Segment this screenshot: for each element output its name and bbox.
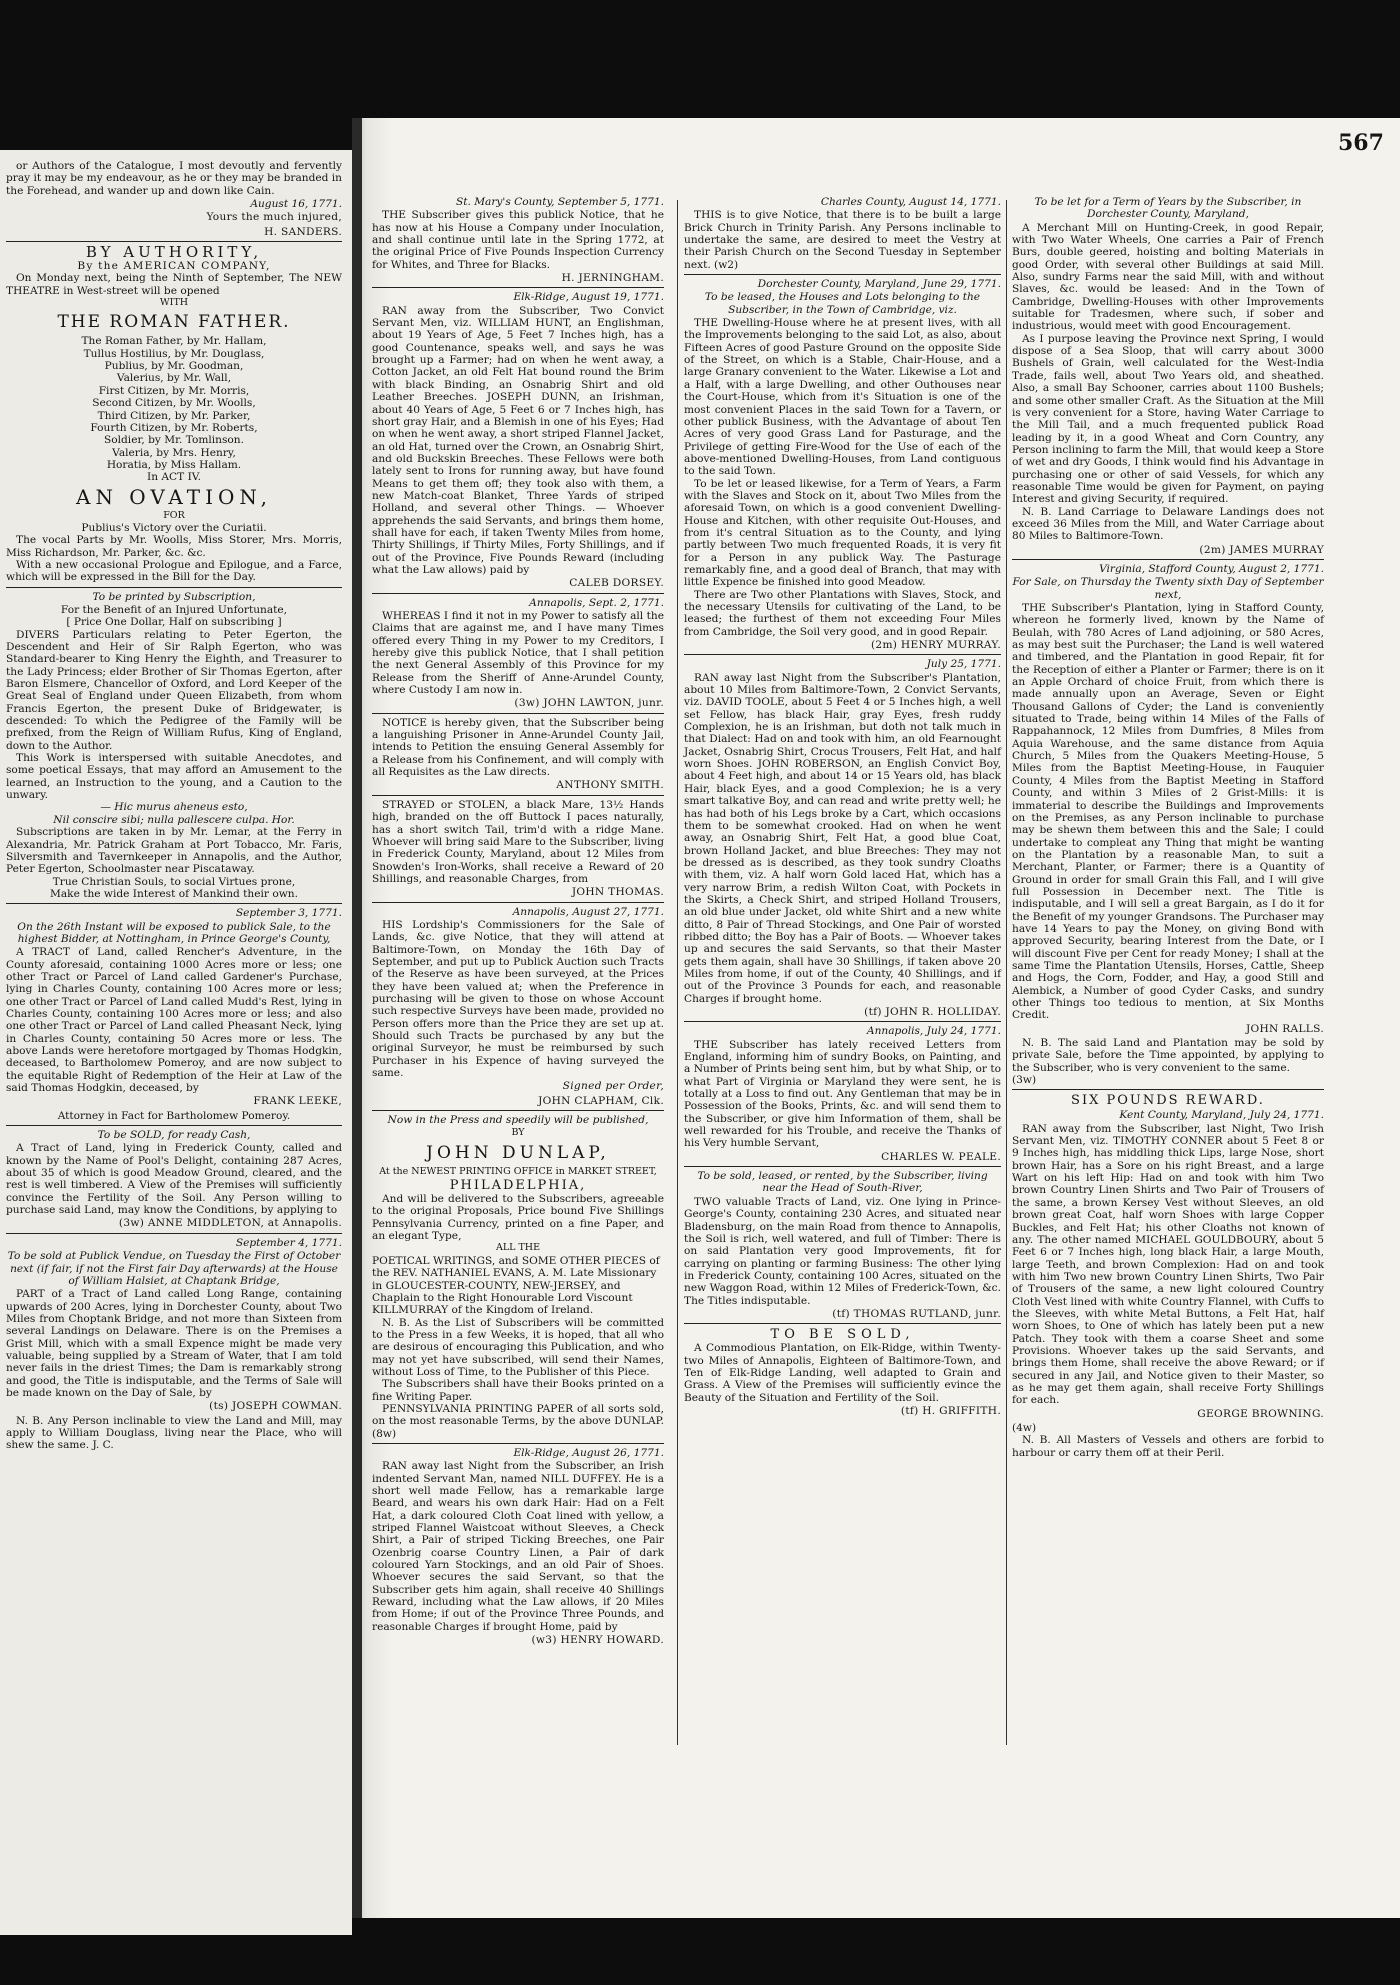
printing-office: At the NEWEST PRINTING OFFICE in MARKET STREET,	[379, 1165, 657, 1177]
rule	[684, 1021, 1001, 1022]
rencher-tract-notice: A TRACT of Land, called Rencher's Adventure, in the County aforesaid, containing 1000 Acres more or less; one other Tract or Parcel of Land called Gardener's Purchase, lying in Charles County, containing 100 Acres more or less; one other Tract or Parcel of Land called Mudd's Rest, lying in Charles County, containing 100 Acres more or less; and also one other Tract or Parcel of Land called Pheasant Neck, lying in Charles County, containing 50 Acres more or less. The above Lands were heretofore mortgaged by Thomas Hodgkin, deceased, to Bartholomew Pomeroy, and are now subject to the equitable Right of Redemption of the Heir at Law of the said Thomas Hodgkin, deceased, by	[6, 946, 342, 1095]
signature: (tf) THOMAS RUTLAND, junr.	[832, 1307, 1001, 1320]
cast-line: The Roman Father, by Mr. Hallam,	[81, 335, 267, 348]
plantations-notice: There are Two other Plantations with Slaves, Stock, and the necessary Utensils for cultivating of the Land, to be leased; the furthest of them not exceeding Four Miles from Cambridge, the Soil very good, and in good Repair.	[684, 588, 1001, 638]
mill-heading: To be let for a Term of Years by the Subscriber, in Dorchester County, Maryland,	[1034, 196, 1302, 221]
subscription-price: [ Price One Dollar, Half on subscribing ]	[66, 616, 282, 629]
sea-sloop-notice: As I purpose leaving the Province next Spring, I would dispose of a Sea Sloop, that will carry about 3000 Bushels of Grain, well calculated for the West-India Trade, fails well, about Two Years old, and sheathed. Also, a small Bay Schooner, carries about 1100 Bushels; and some other smaller Craft. As the Situation at the Mill is very convenient for a Store, having Water Carriage to the Mill Tail, and a much frequented publick Road leading by it, in a good Wheat and Corn Country, any Person inclining to farm the Mill, that would keep a Store of wet and dry Goods, I think would find his Advantage in purchasing one or other of said Vessels, for which any reasonable Time would be given for Payment, on paying Interest and giving Security, if required.	[1012, 332, 1324, 506]
egerton-particulars: DIVERS Particulars relating to Peter Egerton, the Descendent and Heir of Sir Ralph Egerton, who was Standard-bearer to King Henry the Eighth, and Treasurer to the Lady Princess; elder Brother of Sir Thomas Egerton, after Baron Elsmere, Chancellor of Oxford, and Lord Keeper of the Great Seal of England under Queen Elizabeth, from whom Francis Egerton, the present Duke of Bridgewater, is descended: To which the Pedigree of the Family will be prefixed, from the Reign of William Rufus, King of England, down to the Author.	[6, 628, 342, 752]
philadelphia: PHILADELPHIA,	[449, 1178, 587, 1194]
subscription-benefit: For the Benefit of an Injured Unfortunate,	[60, 603, 288, 616]
work-description: This Work is interspersed with suitable Anecdotes, and some poetical Essays, that may afford an Amusement to the learned, an Instruction to the young, and a Caution to the unwary.	[6, 752, 342, 802]
dateline: July 25, 1771.	[926, 658, 1001, 671]
signature: JOHN THOMAS.	[571, 886, 664, 899]
signature: (3w) JOHN LAWTON, junr.	[514, 697, 664, 710]
rule	[372, 902, 664, 903]
signature: Yours the much injured,	[206, 211, 342, 224]
church-notice: THIS is to give Notice, that there is to be built a large Brick Church in Trinity Parish. Any Persons inclinable to undertake the same, are desired to meet the Vestry at their Parish Church on the Second Tuesday in September next. (w2)	[684, 209, 1001, 271]
for-label: FOR	[163, 509, 185, 521]
rule	[684, 1166, 1001, 1167]
stray-mare-notice: STRAYED or STOLEN, a black Mare, 13½ Hands high, branded on the off Buttock I paces naturally, has a short switch Tail, trim'd with a ridge Mane. Whoever will bring said Mare to the Subscriber, living in Frederick County, Maryland, about 12 Miles from Snowden's Iron-Works, shall receive a Reward of 20 Shillings, and reasonable Charges, from	[372, 798, 664, 885]
act-line: In ACT IV.	[147, 471, 201, 484]
two-tracts-notice: TWO valuable Tracts of Land, viz. One lying in Prince-George's County, containing 230 Acres, and situated near Bladensburg, on the main Road from thence to Annapolis, the Soil is rich, well watered, and full of Timber: There is on said Plantation very good Improvements, fit for carrying on planting or farming Business: The other lying in Frederick County, containing 100 Acres, situated on the new Waggon Road, within 12 Miles of Frederick-Town, &c. The Titles indisputable.	[684, 1195, 1001, 1307]
dateline: St. Mary's County, September 5, 1771.	[455, 196, 664, 208]
creditors-notice: WHEREAS I find it not in my Power to satisfy all the Claims that are against me, and I have many Times offered every Thing in my Power to my Creditors, I hereby give this publick Notice, that I shall petition the next General Assembly of this Province for my Release from the Sheriff of Anne-Arundel County, where Custody I am now in.	[372, 610, 664, 697]
signature: JOHN RALLS.	[1245, 1022, 1324, 1035]
elk-ridge-plantation-notice: A Commodious Plantation, on Elk-Ridge, within Twenty-two Miles of Annapolis, Eighteen of Baltimore-Town, and Ten of Elk-Ridge Landing, well adapted to Grain and Grass. A View of the Premises will sufficiently evince the Beauty of the Situation and Fertility of the Soil.	[684, 1342, 1001, 1404]
rule	[1012, 1089, 1324, 1090]
reward-heading: SIX POUNDS REWARD.	[1071, 1093, 1265, 1109]
with-label: WITH	[159, 297, 189, 309]
signature: H. JERNINGHAM.	[561, 272, 664, 285]
company-line: By the AMERICAN COMPANY,	[77, 260, 271, 273]
all-the-label: ALL THE	[495, 1242, 541, 1254]
signature: Signed per Order,	[562, 1080, 664, 1093]
signature: (w3) HENRY HOWARD.	[531, 1634, 664, 1647]
cast-line: Second Citizen, by Mr. Woolls,	[92, 397, 256, 410]
dunlap-name: JOHN DUNLAP,	[426, 1142, 610, 1163]
signature: (tf) H. GRIFFITH.	[900, 1404, 1001, 1417]
vendue-heading: To be sold at Publick Vendue, on Tuesday the First of October next (if fair, if not the First fair Day afterwards) at the House of William Halsiet, at Chaptank Bridge,	[7, 1250, 341, 1287]
verse-line: True Christian Souls, to social Virtues prone,	[52, 875, 296, 888]
rule	[6, 1125, 342, 1126]
theatre-notice: On Monday next, being the Ninth of September, The NEW THEATRE in West-street will be opened	[6, 272, 342, 297]
column-divider	[677, 200, 678, 1745]
prologue-line: With a new occasional Prologue and Epilogue, and a Farce, which will be expressed in the Bill for the Day.	[6, 558, 342, 584]
subscribers-list-note: N. B. As the List of Subscribers will be committed to the Press in a few Weeks, it is hoped, that all who are desirous of encouraging this Publication, and who may not yet have subscribed, will send their Names, without Loss of Time, to the Publisher of this Piece.	[372, 1316, 664, 1378]
subscription-heading: To be printed by Subscription,	[92, 590, 256, 603]
signature: (2m) HENRY MURRAY.	[870, 639, 1001, 652]
prisoner-notice: NOTICE is hereby given, that the Subscriber being a languishing Prisoner in Anne-Arundel County Jail, intends to Petition the ensuing General Assembly for a Release from his Confinement, and will comply with all Requisites as the Law directs.	[372, 716, 664, 779]
by-label: BY	[511, 1127, 525, 1139]
rule	[372, 713, 664, 714]
pools-delight-notice: A Tract of Land, lying in Frederick County, called and known by the Name of Pool's Delight, containing 287 Acres, about 35 of which is good Meadow Ground, cleared, and the rest is well timbered. A View of the Premises will sufficiently convince the Fertility of the Soil. Any Person willing to purchase said Land, may know the Conditions, by applying to	[6, 1142, 342, 1217]
dateline: Annapolis, Sept. 2, 1771.	[529, 596, 664, 609]
signature: H. SANDERS.	[264, 225, 342, 238]
dateline: Elk-Ridge, August 19, 1771.	[513, 291, 664, 304]
rule	[684, 1323, 1001, 1324]
long-range-notice: PART of a Tract of Land called Long Range, containing upwards of 200 Acres, lying in Dorchester County, about Two Miles from Choptank Bridge, and not more than Sixteen from several Landings on Delaware. There is on the Premises a Grist Mill, which with a small Expence might be made very valuable, being supplied by a Stream of Water, that I am told never fails in the driest Times; the Dam is remarkably strong and good, the Title is indisputable, and the Terms of Sale will be made known on the Day of Sale, by	[6, 1288, 342, 1399]
dateline: September 3, 1771.	[235, 907, 342, 920]
rule	[372, 287, 664, 288]
land-carriage-note: N. B. Land Carriage to Delaware Landings does not exceed 36 Miles from the Mill, and Water Carriage about 80 Miles to Baltimore-Town.	[1012, 505, 1324, 543]
vocal-parts: The vocal Parts by Mr. Woolls, Miss Storer, Mrs. Morris, Miss Richardson, Mr. Parker, &c. &c.	[6, 534, 342, 559]
dwelling-house-notice: THE Dwelling-House where he at present lives, with all the Improvements belonging to the said Lot, as also, about Fifteen Acres of good Pasture Ground on the opposite Side of the Street, on which is a Stable, Chair-House, and a large Granary convenient to the Water. Likewise a Lot and a Half, with a large Dwelling, and other Outhouses near the Court-House, which from it's Situation is one of the most convenient Places in the said Town for a Tavern, or other publick Business, with the Advantage of about Ten Acres of very good Grass Land for Pasturage, and the Privilege of getting Fire-Wood for the Use of each of the above-mentioned Dwelling-Houses, from Land contiguous to the said Town.	[684, 317, 1001, 478]
dateline: Dorchester County, Maryland, June 29, 1771.	[757, 278, 1001, 291]
column-3	[1012, 195, 1324, 1459]
signature: (tf) JOHN R. HOLLIDAY.	[864, 1006, 1001, 1018]
sold-heading: To be SOLD, for ready Cash,	[97, 1129, 251, 1142]
dateline: Kent County, Maryland, July 24, 1771.	[1119, 1109, 1324, 1122]
cast-line: Valeria, by Mrs. Henry,	[112, 446, 236, 459]
farm-notice: To be let or leased likewise, for a Term of Years, a Farm with the Slaves and Stock on it, about Two Miles from the aforesaid Town, on which is a good convenient Dwelling-House and Kitchen, with other requisite Out-Houses, and from it's central Situation as to the County, and lying partly between Two much frequented Roads, it is very fit for a Person in any publick Way. The Pasturage remarkably fine, and a good deal of Branch, that may with little Expence be finished into good Meadow.	[684, 477, 1001, 589]
latin-verse: Nil conscire sibi; nulla pallescere culpa. Hor.	[53, 813, 295, 826]
catalogue-text: or Authors of the Catalogue, I most devoutly and fervently pray it may be my endeavour, as he or they may be branded in the Forehead, and wander up and down like Cain.	[6, 160, 342, 197]
beulah-plantation-notice: THE Subscriber's Plantation, lying in Stafford County, whereon he formerly lived, known by the Name of Beulah, with 780 Acres of Land adjoining, or 580 Acres, as may best suit the Purchaser; the Land is well watered and timbered, and the Plantation in good Repair, fit for the Reception of either a Planter or Farmer; there is on it an Apple Orchard of choice Fruit, from which there is made annually upon an Average, Seven or Eight Thousand Gallons of Cyder; the Land is conveniently situated to Trade, being within 14 Miles of the Falls of Rappahannock, 12 Miles from Dumfries, 8 Miles from Aquia Warehouse, and the same distance from Aquia Church, 5 Miles from the Quakers Meeting-House, 5 Miles from the Baptist Meeting-House, in Fauquier County, 4 Miles from the Baptist Meeting in Stafford County, and within 3 Miles of 2 Grist-Mills: it is immaterial to describe the Buildings and Improvements on the Premises, as any Person inclinable to purchase may be shewn them between this and the Sale; I could undertake to compleat any Thing that might be wanting on the Plantation by a reasonable Man, to suit a Merchant, Planter, or Farmer; there is a Quantity of Ground in order for small Grain this Fall, and I will give full Possession in December next. The Title is indisputable, and I will sell a great Bargain, as I do it for the Benefit of my younger Grandsons. The Purchaser may have 14 Years to pay the Money, on giving Bond with approved Security, bearing Interest from the Date, or I will discount Five per Cent for ready Money; I shall at the same Time the Plantation Utensils, Horses, Cattle, Sheep and Hogs, the Corn, Fodder, and Hay, a good Still and Alembick, a Number of good Cyder Casks, and sundry other Things too tedious to mention, at Six Months Credit.	[1012, 602, 1324, 1022]
attorney-line: Attorney in Fact for Bartholomew Pomeroy.	[57, 1109, 291, 1122]
column-1	[372, 195, 664, 1648]
delivery-terms: And will be delivered to the Subscribers, agreeable to the original Proposals, Price bound Five Shillings Pennsylvania Currency, printed on a fine Paper, and an elegant Type,	[372, 1193, 664, 1243]
dateline: September 4, 1771.	[235, 1236, 342, 1249]
play-title: THE ROMAN FATHER.	[57, 312, 291, 333]
insertion-code: (4w)	[1012, 1422, 1037, 1434]
to-be-sold-heading: TO BE SOLD,	[770, 1327, 915, 1343]
rule	[372, 795, 664, 796]
writing-paper-note: The Subscribers shall have their Books printed on a fine Writing Paper.	[372, 1378, 664, 1403]
rule	[372, 593, 664, 594]
rule	[6, 903, 342, 904]
cast-line: Valerius, by Mr. Wall,	[116, 372, 232, 385]
signature: CALEB DORSEY.	[569, 577, 664, 590]
signature: JOHN CLAPHAM, Clk.	[538, 1094, 664, 1107]
sale-heading: For Sale, on Thursday the Twenty sixth Day of September next,	[1012, 576, 1324, 601]
peale-books-notice: THE Subscriber has lately received Letters from England, informing him of sundry Books, on Painting, and a Number of Prints being sent him, but by what Ship, or to what Part of Virginia or Maryland they were sent, he is totally at a Loss to find out. Any Gentleman that may be in Possession of the Books, Prints, &c. and will send them to the Subscriber, or give him Information of them, shall be well rewarded for his Trouble, and receive the Thanks of his Very humble Servant,	[684, 1038, 1001, 1150]
nota-bene: N. B. Any Person inclinable to view the Land and Mill, may apply to William Douglass, living near the Place, who will shew the same. J. C.	[6, 1414, 342, 1452]
masters-warning: N. B. All Masters of Vessels and others are forbid to harbour or carry them off at their Peril.	[1012, 1434, 1324, 1459]
left-page-column	[6, 160, 342, 1452]
rule	[6, 241, 342, 242]
signature: (2m) JAMES MURRAY	[1199, 543, 1324, 556]
cast-line: Tullus Hostilius, by Mr. Douglass,	[83, 347, 265, 360]
dateline: Charles County, August 14, 1771.	[820, 196, 1001, 208]
cast-line: First Citizen, by Mr. Morris,	[98, 384, 250, 397]
cast-line: Third Citizen, by Mr. Parker,	[97, 409, 251, 422]
rule	[684, 654, 1001, 655]
conner-runaway-notice: RAN away from the Subscriber, last Night, Two Irish Servant Men, viz. TIMOTHY CONNER about 5 Feet 8 or 9 Inches high, has middling thick Lips, large Nose, short brown Hair, has a Sore on his right Breast, and a large Wart on his left Hip: Had on and took with him Two brown Country Linen Shirts and Two Pair of Trousers of the same, a brown Kersey Vest without Sleeves, an old brown great Coat, half worn Shoes with large Copper Buckles, and Felt Hat; his other Cloaths not known of any. The other named MICHAEL GOULDBOURY, about 5 Feet 6 or 7 Inches high, long black Hair, a large Mouth, large Teeth, and brown Complexion: Had on and took with him Two new brown Country Linen Shirts, Two Pair of Trousers of the same, a new light coloured Country Cloth Vest lined with white Country Flannel, with Cuffs to the Sleeves, with white Metal Buttons, a Felt Hat, half worn Shoes, to One of which has lately been put a new Patch. They took with them a coarse Sheet and some Provisions. Whoever takes up the said Servants, and brings them Home, shall receive the above Reward; or if secured in any Jail, and Notice given to their Master, so as he may get them again, shall receive Forty Shillings for each.	[1012, 1122, 1324, 1407]
signature: ANTHONY SMITH.	[556, 779, 664, 792]
page-gutter	[352, 118, 362, 1918]
signature: GEORGE BROWNING.	[1197, 1407, 1324, 1420]
verse-line: Make the wide Interest of Mankind their own.	[50, 887, 298, 900]
evans-writings: POETICAL WRITINGS, and SOME OTHER PIECES of the REV. NATHANIEL EVANS, A. M. Late Missionary in GLOUCESTER-COUNTY, NEW-JERSEY, and Chaplain to the Right Honourable Lord Viscount KILLMURRAY of the Kingdom of Ireland.	[372, 1254, 660, 1317]
runaway-notice: RAN away from the Subscriber, Two Convict Servant Men, viz. WILLIAM HUNT, an Englishman, about 19 Years of Age, 5 Feet 7 Inches high, has a good Countenance, speaks well, and says he was brought up a Farmer; had on when he went away, a Cotton Jacket, an old Felt Hat bound round the Brim with black Binding, an Osnabrig Shirt and old Leather Breeches. JOSEPH DUNN, an Irishman, about 40 Years of Age, 5 Feet 6 or 7 Inches high, has short gray Hair, and a Blemish in one of his Eyes; Had on when he went away, a short striped Flannel Jacket, an old Hat, turned over the Crown, an Osnabrig Shirt, and old Buckskin Breeches. These Fellows were both lately sent to Irons for running away, but have found Means to get them off; they took also with them, a new Match-coat Blanket, Three Yards of striped Holland, and several other Things. — Whoever apprehends the said Servants, and brings them home, shall have for each, if taken Twenty Miles from home, Thirty Shillings, if Thirty Miles, Forty Shillings, and if out of the Province, Five Pounds Reward (including what the Law allows) paid by	[372, 304, 664, 576]
rule	[684, 274, 1001, 275]
cast-line: Horatia, by Miss Hallam.	[106, 458, 242, 471]
rule	[372, 1443, 664, 1444]
insertion-code: (3w)	[1012, 1074, 1037, 1087]
private-sale-note: N. B. The said Land and Plantation may be sold by private Sale, before the Time appointed, by applying to the Subscriber, who is very convenient to the same.	[1012, 1037, 1324, 1074]
signature: CHARLES W. PEALE.	[881, 1150, 1001, 1163]
heading-authority: BY AUTHORITY,	[85, 243, 263, 262]
printing-paper-note: PENNSYLVANIA PRINTING PAPER of all sorts sold, on the most reasonable Terms, by the above DUNLAP. (8w)	[372, 1402, 664, 1440]
latin-verse: — Hic murus aheneus esto,	[100, 801, 248, 814]
sale-intro: On the 26th Instant will be exposed to publick Sale, to the highest Bidder, at Nottingham, in Prince George's County,	[17, 920, 331, 945]
rule	[1012, 559, 1324, 560]
sale-heading: To be sold, leased, or rented, by the Subscriber, living near the Head of South-River,	[697, 1170, 988, 1195]
press-heading: Now in the Press and speedily will be published,	[387, 1114, 649, 1127]
dateline: Virginia, Stafford County, August 2, 1771.	[1099, 562, 1324, 575]
merchant-mill-notice: A Merchant Mill on Hunting-Creek, in good Repair, with Two Water Wheels, One carries a Pair of French Burs, double geered, hoisting and bolting Materials in good Order, with several other Buildings at said Mill. Also, sundry Farms near the said Mill, with and without Slaves, &c. would be leased: And in the Town of Cambridge, Dwelling-Houses with other Improvements suitable for Tradesmen, where such, if sober and industrious, would meet with good Encouragement.	[1012, 221, 1324, 333]
dateline: Annapolis, July 24, 1771.	[866, 1025, 1001, 1038]
lease-heading: To be leased, the Houses and Lots belonging to the Subscriber, in the Town of Cambridge, viz.	[704, 291, 981, 316]
ovation-title: AN OVATION,	[76, 484, 272, 509]
dateline: August 16, 1771.	[250, 198, 342, 211]
subscription-agents: Subscriptions are taken in by Mr. Lemar, at the Ferry in Alexandria, Mr. Patrick Graham at Port Tobacco, Mr. Faris, Silversmith and Tavernkeeper in Annapolis, and the Author, Peter Egerton, Schoolmaster near Piscataway.	[6, 826, 342, 876]
signature: (ts) JOSEPH COWMAN.	[209, 1400, 342, 1413]
cast-line: Fourth Citizen, by Mr. Roberts,	[90, 421, 258, 434]
rule	[372, 1110, 664, 1111]
dateline: Annapolis, August 27, 1771.	[512, 905, 664, 918]
rule	[6, 1233, 342, 1234]
signature: FRANK LEEKE,	[253, 1095, 342, 1108]
cast-line: Publius, by Mr. Goodman,	[104, 360, 244, 373]
commissioners-notice: HIS Lordship's Commissioners for the Sale of Lands, &c. give Notice, that they will attend at Baltimore-Town, on Monday the 16th Day of September, and put up to Publick Auction such Tracts of the Reserve as have been surveyed, at the Prices they have been valued at; when the Preference in purchasing will be given to those on whose Account such respective Surveys have been made, provided no Person offers more than the Price they are set up at. Should such Tracts be purchased by any but the original Surveyor, he must be reimbursed by such Purchaser in his Expence of having surveyed the same.	[372, 918, 665, 1080]
dateline: Elk-Ridge, August 26, 1771.	[513, 1446, 664, 1459]
publius-line: Publius's Victory over the Curiatii.	[81, 521, 267, 534]
rule	[6, 587, 342, 588]
column-divider	[1006, 200, 1007, 1745]
page-number: 567	[1338, 130, 1384, 156]
duffey-runaway-notice: RAN away last Night from the Subscriber, an Irish indented Servant Man, named NILL DUFFEY. He is a short well made Fellow, has a remarkable large Beard, and wears his own dark Hair: Had on a Felt Hat, a dark coloured Cloth Coat lined with yellow, a striped Flannel Waistcoat without Sleeves, a Check Shirt, a Pair of striped Ticking Breeches, one Pair Ozenbrig coarse Country Linen, a Pair of dark coloured Yarn Stockings, and an old Pair of Shoes. Whoever secures the said Servant, so that the Subscriber gets him again, shall receive 40 Shillings Reward, including what the Law allows, if 20 Miles from Home; if out of the Province Three Pounds, and reasonable Charges if brought Home, paid by	[372, 1460, 664, 1633]
column-2	[684, 195, 1001, 1419]
inoculation-notice: THE Subscriber gives this publick Notice, that he has now at his House a Company under Inoculation, and shall continue until late in the Spring 1772, at the original Price of Five Pounds Inspection Currency for Whites, and Three for Blacks.	[372, 209, 664, 271]
signature: (3w) ANNE MIDDLETON, at Annapolis.	[118, 1217, 342, 1230]
toole-runaway-notice: RAN away last Night from the Subscriber's Plantation, about 10 Miles from Baltimore-Town, 2 Convict Servants, viz. DAVID TOOLE, about 5 Feet 4 or 5 Inches high, a well set Fellow, has black Hair, gray Eyes, fresh ruddy Complexion, he is an Irishman, but doth not talk much in that Dialect: Had on and took with him, an old Fearnought Jacket, Osnabrig Shirt, Crocus Trousers, Felt Hat, and half worn Shoes. JOHN ROBERSON, an English Convict Boy, about 4 Feet high, and about 14 or 15 Years old, has black Hair, black Eyes, and a good Complexion; he is a very smart talkative Boy, and can read and write pretty well; he has had both of his Legs broke by a Cart, which occasions them to be somewhat crooked. Had on when he went away, an Osnabrig Shirt, Felt Hat, a good blue Coat, brown Holland Jacket, and blue Breeches: They may not be dressed as is described, as they took sundry Cloaths with them, viz. A half worn Gold laced Hat, which has a very narrow Brim, a redish Wilton Coat, with Pockets in the Skirts, a Check Shirt, and striped Holland Trousers, an old blue under Jacket, old white Shirt and a new white ditto, 8 Pair of Thread Stockings, and One Pair of worsted ribbed ditto; the Boy has a Pair of Boots. — Whoever takes up and secures the said Servants, so that their Master gets them again, shall have 30 Shillings, if taken above 20 Miles from home, if out of the County, 40 Shillings, and if out of the Province 3 Pounds for each, and reasonable Charges if brought home.	[684, 671, 1001, 1005]
cast-line: Soldier, by Mr. Tomlinson.	[104, 434, 244, 447]
